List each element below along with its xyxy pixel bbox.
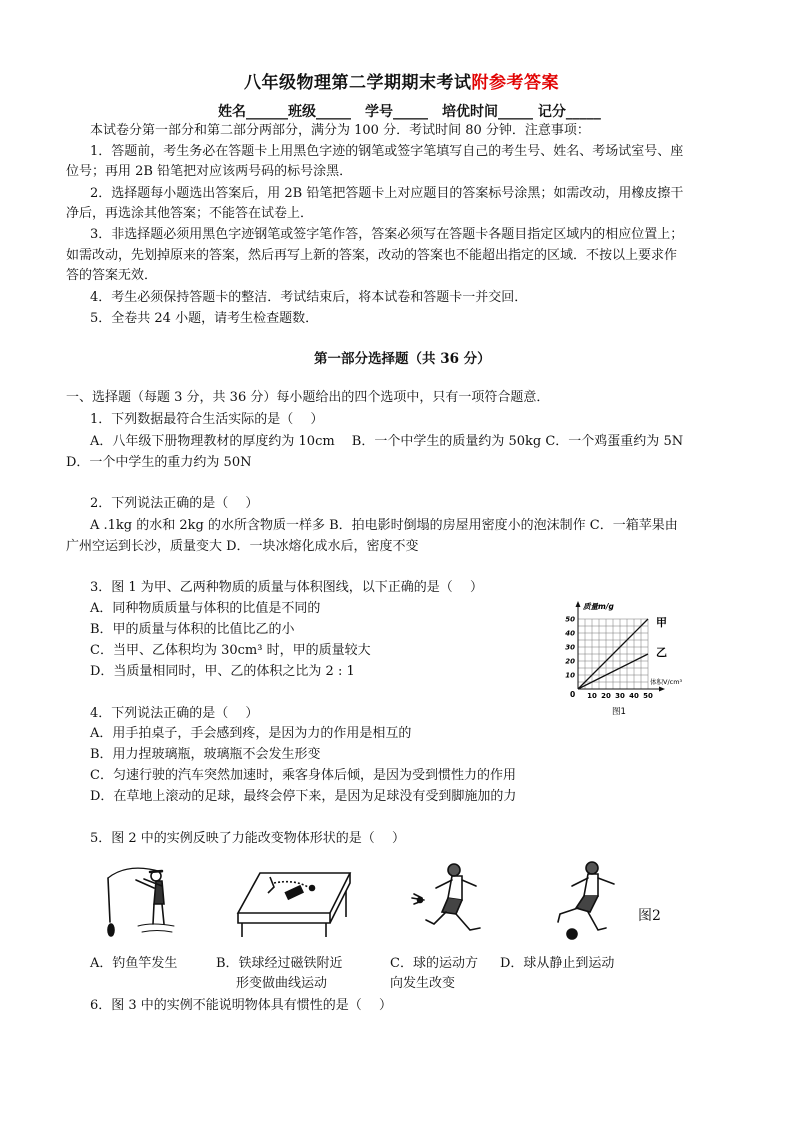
q5-option-a: A．钓鱼竿发生 (90, 956, 178, 971)
y-tick-label: 20 (565, 657, 575, 666)
q2-stem: 2．下列说法正确的是（ ） (90, 496, 259, 511)
notice-item-5: 5．全卷共 24 小题，请考生检查题数． (90, 311, 319, 326)
q1-stem: 1．下列数据最符合生活实际的是（ ） (90, 412, 324, 427)
q5-option-b-line1: B．铁球经过磁铁附近 (216, 956, 343, 971)
notice-intro: 本试卷分第一部分和第二部分两部分，满分为 100 分．考试时间 80 分钟．注意事项： (90, 123, 590, 138)
kicking-ball-illustration (408, 858, 493, 943)
figure1-caption: 图1 (612, 707, 626, 717)
title-main: 八年级物理第二学期期末考试 (244, 73, 472, 93)
fishing-illustration (102, 860, 187, 945)
x-tick-label: 10 (587, 692, 597, 700)
q5-option-d: D．球从静止到运动 (500, 956, 615, 971)
x-axis-arrow (659, 687, 665, 692)
q5-stem: 5．图 2 中的实例反映了力能改变物体形状的是（ ） (90, 831, 405, 846)
y-axis-arrow (576, 601, 581, 607)
figure2-caption: 图2 (638, 908, 661, 924)
section-heading: 第一部分选择题（共 36 分） (314, 351, 491, 367)
notice-item-3b: 如需改动，先划掉原来的答案，然后再写上新的答案，改动的答案也不能超出指定的区域．不按以上要求作 (66, 248, 678, 263)
q1-options-line1: A．八年级下册物理教材的厚度约为 10cm B．一个中学生的质量约为 50kg C．一个鸡蛋重约为 5N (90, 434, 684, 449)
x-tick-label: 40 (629, 692, 639, 700)
notice-item-2a: 2．选择题每小题选出答案后，用 2B 铅笔把答题卡上对应题目的答案标号涂黑；如需改动，用橡皮擦干 (90, 186, 684, 201)
x-tick-label: 30 (615, 692, 625, 700)
chart-origin-label: 0 (570, 690, 576, 699)
q3-option-a: A．同种物质质量与体积的比值是不同的 (90, 601, 321, 616)
q1-options-line2: D．一个中学生的重力约为 50N (66, 455, 252, 470)
chart-ylabel: 质量m/g (583, 602, 614, 611)
x-tick-label: 50 (643, 692, 653, 700)
q4-option-d: D．在草地上滚动的足球，最终会停下来，是因为足球没有受到脚施加的力 (90, 789, 517, 804)
q3-option-c: C．当甲、乙体积均为 30cm³ 时，甲的质量较大 (90, 643, 371, 658)
y-tick-label: 30 (565, 643, 575, 652)
chart-xlabel: 体积V/cm³ (650, 678, 683, 686)
notice-item-3a: 3．非选择题必须用黑色字迹钢笔或签字笔作答，答案必须写在答题卡各题目指定区域内的相应位置上； (90, 227, 684, 242)
q3-option-d: D．当质量相同时，甲、乙的体积之比为 2 : 1 (90, 664, 355, 679)
notice-item-4: 4．考生必须保持答题卡的整洁．考试结束后，将本试卷和答题卡一并交回． (90, 290, 528, 305)
y-tick-label: 50 (565, 615, 575, 624)
q4-option-a: A．用手拍桌子，手会感到疼，是因为力的作用是相互的 (90, 726, 412, 741)
q2-options-line2: 广州空运到长沙，质量变大 D．一块冰熔化成水后，密度不变 (66, 539, 419, 554)
notice-item-1a: 1．答题前，考生务必在答题卡上用黑色字迹的钢笔或签字笔填写自己的考生号、姓名、考场试室号、座 (90, 144, 684, 159)
title-suffix: 附参考答案 (471, 73, 559, 93)
q5-option-c-line1: C．球的运动方 (390, 956, 478, 971)
section-instructions: 一、选择题（每题 3 分，共 36 分）每小题给出的四个选项中，只有一项符合题意． (66, 390, 550, 405)
q4-stem: 4．下列说法正确的是（ ） (90, 706, 259, 721)
series-label-jia: 甲 (656, 616, 667, 629)
q4-option-b: B．用力捏玻璃瓶，玻璃瓶不会发生形变 (90, 747, 321, 762)
notice-item-3c: 答的答案无效． (66, 268, 158, 283)
series-label-yi: 乙 (656, 646, 667, 659)
notice-item-1b: 位号；再用 2B 铅笔把对应该两号码的标号涂黑． (66, 164, 353, 179)
q2-options-line1: A .1kg 的水和 2kg 的水所含物质一样多 B．拍电影时倒塌的房屋用密度小的泡沫制作 C．一箱苹果由 (90, 518, 678, 533)
q3-option-b: B．甲的质量与体积的比值比乙的小 (90, 622, 295, 637)
y-tick-label: 10 (565, 671, 575, 680)
q3-stem: 3．图 1 为甲、乙两种物质的质量与体积图线，以下正确的是（ ） (90, 580, 483, 595)
x-tick-label: 20 (601, 692, 611, 700)
q5-option-c-line2: 向发生改变 (390, 976, 456, 991)
q6-stem: 6．图 3 中的实例不能说明物体具有惯性的是（ ） (90, 998, 392, 1013)
y-tick-label: 40 (565, 629, 575, 638)
magnet-ball-illustration (230, 865, 360, 945)
page-title (244, 68, 559, 93)
student-info-line: 姓名______班级_____ 学号_____ 培优时间_____ 记分_____ (218, 104, 601, 120)
notice-item-2b: 净后，再选涂其他答案；不能答在试卷上． (66, 206, 314, 221)
q5-option-b-line2: 形变做曲线运动 (236, 976, 328, 991)
figure1-chart (552, 598, 702, 720)
q4-option-c: C．匀速行驶的汽车突然加速时，乘客身体后倾，是因为受到惯性力的作用 (90, 768, 516, 783)
football-start-illustration (548, 858, 628, 943)
